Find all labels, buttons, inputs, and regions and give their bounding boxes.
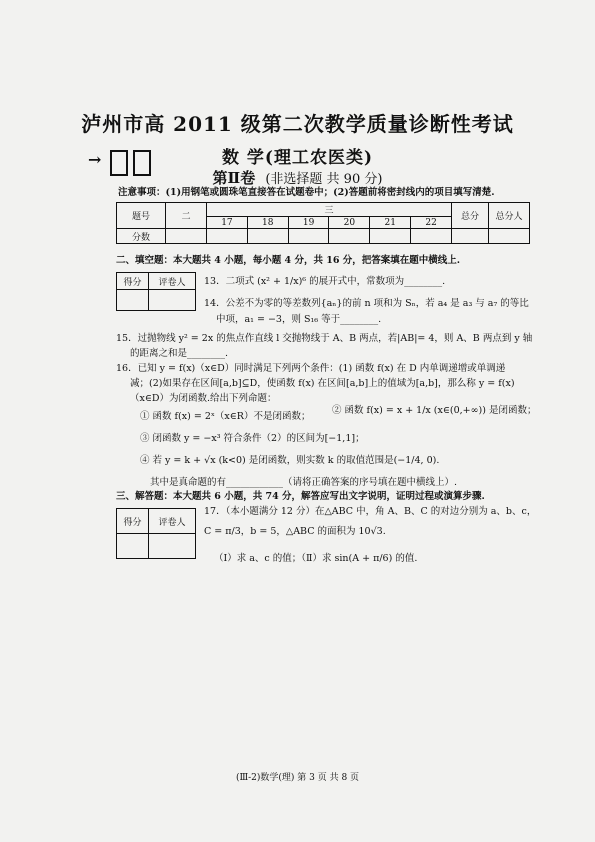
question-17-line1: 17．（本小题满分 12 分）在△ABC 中，角 A、B、C 的对边分别为 a、b、c，	[204, 506, 537, 517]
section2-heading: 二、填空题：本大题共 4 小题，每小题 4 分，共 16 分，把答案填在题中横线上.	[116, 255, 461, 266]
col-21: 21	[370, 217, 411, 229]
section3-heading: 三、解答题：本大题共 6 小题，共 74 分，解答应写出文字说明，证明过程或演算步骤.	[116, 491, 485, 502]
total-score-label: 总分	[452, 203, 489, 229]
proposition-4: ④ 若 y = k + √x (k<0) 是闭函数，则实数 k 的取值范围是(−1/4, 0).	[140, 455, 440, 466]
proposition-3: ③ 闭函数 y = −x³ 符合条件（2）的区间为[−1,1]；	[140, 433, 365, 444]
answer-line-16: 其中是真命题的有____________（请将正确答案的序号填在题中横线上）.	[150, 477, 458, 488]
question-label: 题号	[117, 203, 166, 229]
col-18: 18	[247, 217, 288, 229]
page-footer: (Ⅲ-2)数学(理) 第 3 页 共 8 页	[235, 773, 360, 783]
grader-table-3	[116, 508, 196, 559]
score-cell[interactable]	[288, 229, 329, 244]
score-cell[interactable]	[411, 229, 452, 244]
grader-score-label: 得分	[117, 273, 149, 290]
exam-title: 泸州市高 2011 级第二次教学质量诊断性考试	[81, 112, 514, 136]
question-16-line1: 16．已知 y = f(x)（x∈D）同时满足下列两个条件：(1) 函数 f(x) 在 D 内单调递增或单调递	[116, 363, 506, 374]
question-15-line1: 15．过抛物线 y² = 2x 的焦点作直线 l 交抛物线于 A、B 两点，若|AB|= 4，则 A、B 两点到 y 轴	[116, 333, 533, 344]
grader-score-cell[interactable]	[117, 534, 149, 559]
score-cell[interactable]	[452, 229, 489, 244]
grader-reviewer-cell[interactable]	[148, 534, 195, 559]
col-two: 二	[166, 203, 207, 229]
question-14-line1: 14．公差不为零的等差数列{aₙ}的前 n 项和为 Sₙ，若 a₄ 是 a₃ 与 a₇ 的等比	[204, 298, 529, 309]
grader-score-label: 得分	[117, 509, 149, 534]
score-cell[interactable]	[370, 229, 411, 244]
notice: 注意事项：(1)用钢笔或圆珠笔直接答在试题卷中；(2)答题前将密封线内的项目填写清楚.	[118, 187, 495, 198]
grader-reviewer-label: 评卷人	[148, 509, 195, 534]
question-15-line2: 的距离之和是________.	[130, 348, 229, 359]
score-cell[interactable]	[489, 229, 530, 244]
total-reviewer-label: 总分人	[489, 203, 530, 229]
arrow-icon: →	[88, 150, 102, 169]
question-16-line3: （x∈D）为闭函数.给出下列命题：	[130, 393, 277, 404]
question-17-line2: C = π/3，b = 5，△ABC 的面积为 10√3.	[204, 526, 386, 537]
grader-reviewer-cell[interactable]	[148, 290, 195, 311]
col-17: 17	[207, 217, 248, 229]
grader-table-2	[116, 272, 196, 311]
score-cell[interactable]	[166, 229, 207, 244]
question-14-line2: 中项，a₁ = −3，则 S₁₆ 等于________.	[216, 314, 382, 325]
col-three: 三	[207, 203, 452, 217]
proposition-1: ① 函数 f(x) = 2ˣ（x∈R）不是闭函数；	[140, 411, 311, 422]
col-22: 22	[411, 217, 452, 229]
score-cell[interactable]	[207, 229, 248, 244]
exam-subtitle: 数 学(理工农医类)	[221, 148, 373, 168]
score-label: 分数	[117, 229, 166, 244]
volume-note: (非选择题 共 90 分)	[265, 172, 383, 187]
col-19: 19	[288, 217, 329, 229]
col-20: 20	[329, 217, 370, 229]
volume-label: 第Ⅱ卷	[212, 169, 256, 187]
grader-reviewer-label: 评卷人	[148, 273, 195, 290]
score-table	[116, 202, 530, 244]
volume-heading	[0, 167, 595, 188]
score-cell[interactable]	[329, 229, 370, 244]
grader-score-cell[interactable]	[117, 290, 149, 311]
question-16-line2: 减；(2)如果存在区间[a,b]⊆D，使函数 f(x) 在区间[a,b]上的值域为[a,b]，那么称 y = f(x)	[130, 378, 515, 389]
score-cell[interactable]	[247, 229, 288, 244]
question-17-line3: （Ⅰ）求 a、c 的值；（Ⅱ）求 sin(A + π/6) 的值.	[214, 553, 418, 564]
proposition-2: ② 函数 f(x) = x + 1/x (x∈(0,+∞)) 是闭函数；	[332, 405, 537, 416]
question-13: 13．二项式 (x² + 1/x)⁶ 的展开式中，常数项为________.	[204, 276, 446, 287]
